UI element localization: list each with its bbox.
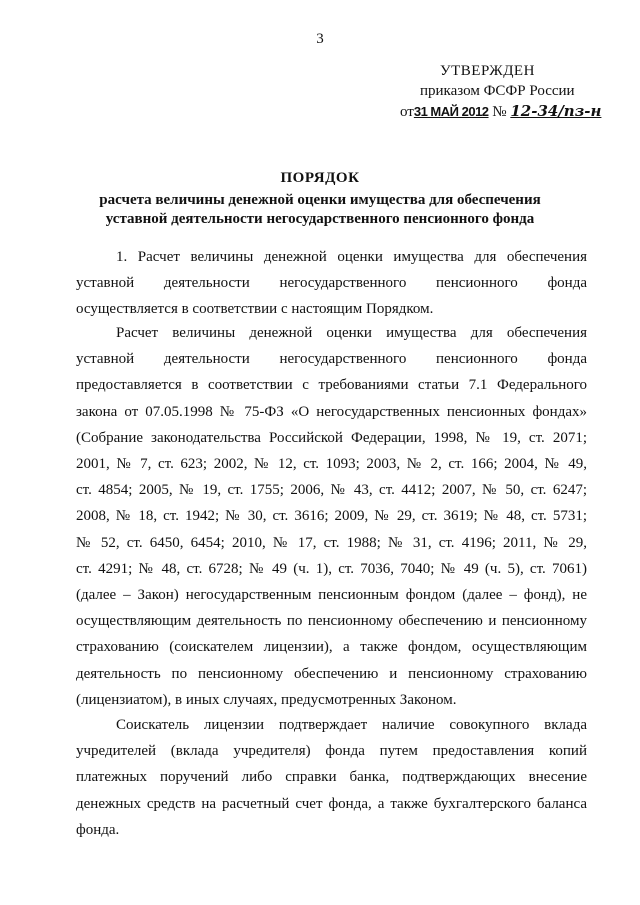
approval-block xyxy=(400,61,601,122)
paragraph-line: страхованию (соискателем лицензии), а также фондом, осуществляющим xyxy=(76,639,587,656)
paragraph-line: платежных поручений либо справки банка, подтверждающих внесение xyxy=(76,769,587,786)
approval-date-prefix: от xyxy=(400,104,414,120)
paragraph-2 xyxy=(76,320,587,713)
paragraph-line: Соискатель лицензии подтверждает наличие совокупного вклада xyxy=(116,717,587,733)
title-line-2: уставной деятельности негосударственного пенсионного фонда xyxy=(105,211,535,227)
paragraph-line: денежных средств на расчетный счет фонда, а также бухгалтерского баланса xyxy=(76,795,587,812)
paragraph-line: осуществляется в соответствии с настоящим Порядком. xyxy=(76,301,434,318)
paragraph-line: (далее – Закон) негосударственным пенсионным фондом (далее – фонд), не xyxy=(76,587,587,604)
paragraph-line: Расчет величины денежной оценки имущества для обеспечения xyxy=(116,325,587,341)
paragraph-line: 1. Расчет величины денежной оценки имущества для обеспечения xyxy=(116,249,587,265)
document-title xyxy=(60,169,580,229)
date-stamp: 31 МАЙ 2012 xyxy=(413,104,489,119)
paragraph-line: (лицензиатом), в иных случаях, предусмотренных Законом. xyxy=(76,691,457,708)
paragraph-line: уставной деятельности негосударственного пенсионного фонда xyxy=(76,351,587,368)
handwritten-order-number: 12-34/пз-н xyxy=(510,102,602,120)
paragraph-line: 2001, № 7, ст. 623; 2002, № 12, ст. 1093; 2003, № 2, ст. 166; 2004, № 49, xyxy=(76,456,587,473)
approval-date-line xyxy=(400,101,601,122)
page-number: 3 xyxy=(316,31,324,47)
paragraph-line: деятельность по пенсионному обеспечению и пенсионному страхованию xyxy=(76,665,587,682)
paragraph-line: предоставляется в соответствии с требованиями статьи 7.1 Федерального xyxy=(76,377,587,394)
approval-number-prefix: № xyxy=(492,104,507,120)
paragraph-1 xyxy=(76,244,587,323)
paragraph-line: осуществляющим деятельность по пенсионному обеспечению и пенсионному xyxy=(76,613,587,630)
title-line-1: расчета величины денежной оценки имущества для обеспечения xyxy=(99,192,541,208)
paragraph-3 xyxy=(76,712,587,843)
paragraph-line: 2008, № 18, ст. 1942; № 30, ст. 3616; 2009, № 29, ст. 3619; № 48, ст. 5731; xyxy=(76,508,587,525)
paragraph-line: ст. 4291; № 48, ст. 6728; № 49 (ч. 1), ст. 7036, 7040; № 49 (ч. 5), ст. 7061) xyxy=(76,560,587,577)
paragraph-line: учредителей (вклада учредителя) фонда путем предоставления копий xyxy=(76,743,587,760)
approval-heading: УТВЕРЖДЕН xyxy=(440,63,535,79)
paragraph-line: уставной деятельности негосударственного пенсионного фонда xyxy=(76,275,587,292)
paragraph-line: № 52, ст. 6450, 6454; 2010, № 17, ст. 1988; № 31, ст. 4196; 2011, № 29, xyxy=(76,534,587,551)
paragraph-line: (Собрание законодательства Российской Федерации, 1998, № 19, ст. 2071; xyxy=(76,429,587,446)
approval-order-line: приказом ФСФР России xyxy=(420,83,575,99)
paragraph-line: фонда. xyxy=(76,821,120,838)
paragraph-line: закона от 07.05.1998 № 75-ФЗ «О негосударственных пенсионных фондах» xyxy=(76,403,587,420)
title-heading: ПОРЯДОК xyxy=(280,170,360,186)
paragraph-line: ст. 4854; 2005, № 19, ст. 1755; 2006, № 43, ст. 4412; 2007, № 50, ст. 6247; xyxy=(76,482,587,499)
